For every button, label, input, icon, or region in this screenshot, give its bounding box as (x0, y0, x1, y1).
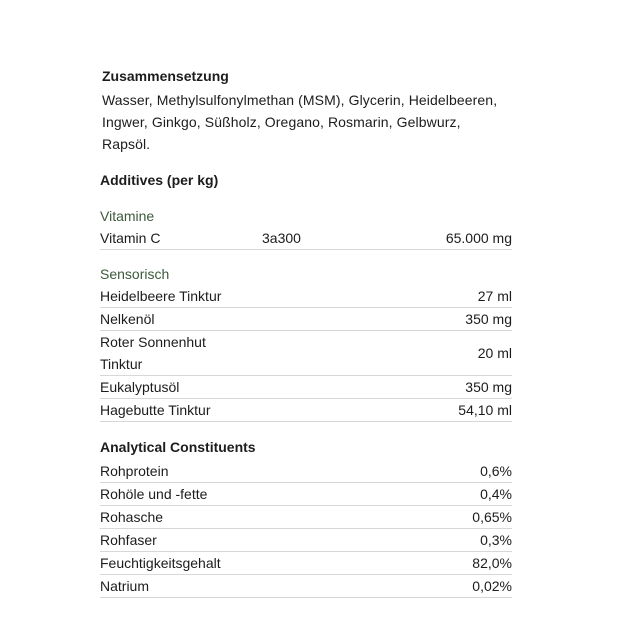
table-row (100, 399, 512, 422)
row-name: Heidelbeere Tinktur (100, 288, 222, 304)
row-value: 0,4% (480, 486, 512, 502)
row-code: 3a300 (262, 230, 301, 246)
additives-group-vitamine (100, 206, 512, 250)
composition-text: Wasser, Methylsulfonylmethan (MSM), Glycerin, Heidelbeeren, Ingwer, Ginkgo, Süßholz, Oregano, Rosmarin, Gelbwurz, Rapsöl. (102, 92, 498, 152)
row-name: Eukalyptusöl (100, 379, 180, 395)
row-value: 0,6% (480, 463, 512, 479)
table-row (100, 529, 512, 552)
composition-title: Zusammensetzung (102, 68, 229, 84)
row-value: 0,65% (472, 509, 512, 525)
group-label-sensorisch: Sensorisch (100, 266, 170, 282)
table-row (100, 483, 512, 506)
row-value: 0,02% (472, 578, 512, 594)
group-label-vitamine: Vitamine (100, 208, 155, 224)
row-name: Rohfaser (100, 532, 157, 548)
additives-title: Additives (per kg) (100, 172, 219, 188)
table-row (100, 460, 512, 483)
row-value: 350 mg (465, 311, 512, 327)
table-row (100, 285, 512, 308)
table-row (100, 376, 512, 399)
row-value: 54,10 ml (458, 402, 512, 418)
row-name: Feuchtigkeitsgehalt (100, 555, 221, 571)
row-name: Roter Sonnenhut Tinktur (100, 334, 206, 372)
row-name: Hagebutte Tinktur (100, 402, 211, 418)
row-value: 65.000 mg (445, 230, 512, 246)
row-name: Vitamin C (100, 230, 161, 246)
additives-group-sensorisch (100, 264, 512, 422)
row-name: Rohöle und -fette (100, 486, 208, 502)
table-row (100, 227, 512, 250)
analytical-table (100, 460, 512, 598)
table-row (100, 575, 512, 598)
row-value: 0,3% (480, 532, 512, 548)
row-name: Rohasche (100, 509, 164, 525)
composition-section (102, 66, 512, 155)
analytical-title: Analytical Constituents (100, 439, 256, 455)
row-value: 20 ml (477, 345, 512, 361)
table-row (100, 552, 512, 575)
row-name: Natrium (100, 578, 150, 594)
table-row (100, 331, 512, 376)
row-name: Nelkenöl (100, 311, 155, 327)
table-row (100, 506, 512, 529)
product-info (100, 66, 512, 598)
row-value: 27 ml (477, 288, 512, 304)
row-value: 350 mg (465, 379, 512, 395)
row-value: 82,0% (472, 555, 512, 571)
table-row (100, 308, 512, 331)
row-name: Rohprotein (100, 463, 169, 479)
